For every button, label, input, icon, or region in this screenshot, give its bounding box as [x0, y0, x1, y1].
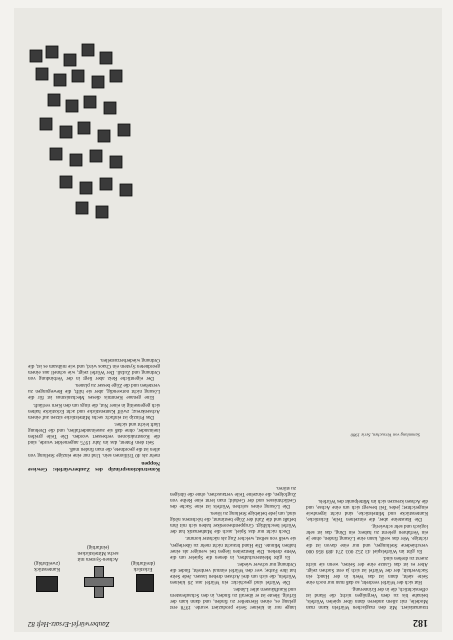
paragraph: Die Würfel sind geschickt: ein Würfel aus 26 kleinen Würfeln, die sich um drei Achsen drehen lassen. Jede Seite hat ihre Farbe; wer den Würfel einmal verdreht, findet die Ordnung nur schwer wieder. [170, 560, 296, 585]
side-piece-illustration [36, 576, 58, 592]
paragraph: Hat sich der Würfel verdreht, so daß man nur noch eine Seite sieht, dann ist das Werk in der Hand; ein Sachverhalt, der der Würfel ist sich ja erst Sachen zeigt. Aber es ist das Ganze eine der Seiten, wenn sie nicht zuerst zu drehen sind. [306, 554, 428, 585]
cube-parts-figure [28, 477, 160, 612]
paragraph: Seit dem Patent, das im Jahr 1975 angemeldet wurde, sind die Konstruktionen verbessert worden. Die Teile greifen ineinander, ohne daß sie auseinanderfallen, und die Drehung läuft leicht und sicher. [28, 420, 160, 445]
paragraph: Es gibt Meisterschaften, in denen die Spieler um die Wette drehen. Die Bestzeiten liegen bei weniger als einer halben Minute. Die Hand braucht nicht mehr zu überlegen, sie weiß von selbst, welcher Zug als nächster kommt. [170, 535, 296, 560]
paragraph: traumatisiert. Mit den magischen Würfeln kann man Modelle, mit allem anderen dann über spielen Würfels, beinahe bis zu dem Vergnügen nicht; die Hand ist offensichtlich, die in der Erinnerung. [306, 585, 428, 610]
section-title: Konstruktionsprinzip des Zauberwürfels: Gewisse Noppen [28, 459, 160, 472]
running-head: Zauberwürfel-Ersatz-Heft 82 [28, 620, 110, 628]
paragraph: Die Bausteine aber, die einzelnen Teile, Eckstücke, Kantenstücke und Mittelstücke, sind nicht irgendwie eingerichtet; jedes Teil bewegt sich um eine Achse, und die Achsen kreuzen sich im Mittelpunkt des Würfels. [306, 498, 428, 523]
center-pieces-caption: Achsen-System mit sechs Mittelstücken (einfarbig) [77, 544, 119, 562]
paragraph: Der eigentliche Reiz aber liegt in der Verbindung von Ordnung und Zufall. Der Würfel zeigt, wie schnell aus einem geordneten System ein Chaos wird, und wie mühsam es ist, die Ordnung wiederherzustellen. [28, 357, 160, 382]
photo-caption: Sammlung von Versuchen, Serie 1980 [350, 432, 420, 438]
cube-sculpture-photo [20, 36, 160, 226]
text-column-2 [170, 18, 296, 610]
side-piece-caption: Kantenstück (zweifarbig) [34, 560, 60, 572]
text-column-1 [306, 18, 428, 610]
paragraph: Die Lösung eines solchen Würfels ist eine Sache des Gedächtnisses und der Geduld; man lernt eine Reihe von Zugfolgen, die einzelne Teile vertauschen, ohne die übrigen zu stören. [170, 485, 296, 510]
edge-piece-illustration [136, 574, 154, 592]
paragraph: lange nur in kleiner Serie produziert wurde. 1978 erst gelang es, einen Hersteller zu finden, und dann kam der Erfolg. Heute ist er überall zu finden, in den Schaufenstern und Kaufhäusern aller Länder. [170, 585, 296, 610]
paragraph: Das Prinzip ist einfach: sechs Mittelstücke sitzen auf einem Achsenkreuz; zwölf Kantenstücke und acht Eckstücke halten sich gegenseitig in einer Nut, die rings um den Kern verläuft. [28, 401, 160, 420]
page-number: 182 [413, 617, 428, 628]
core-axis-illustration [84, 577, 114, 587]
paragraph: mehr als 40 Trillionen sein. Und nur eine einzige Stellung von allen ist die geordnete, die man finden muß. [28, 445, 160, 458]
cube-sculpture-drawing [20, 36, 160, 226]
edge-piece-caption: Eckstück (dreifarbig) [131, 560, 155, 572]
paragraph: Eine genaue Kenntnis dieses Mechanismus ist für die Lösung nicht notwendig, aber sie hilft, die Bewegungen zu verstehen und die Züge besser zu planen. [28, 382, 160, 401]
paragraph: Doch nicht nur das Spiel, auch die Mathematik hat der Würfel beschäftigt. Gruppentheoretiker haben sich mit ihm befaßt und die Zahl der Züge bestimmt, die höchstens nötig sind, um jede beliebige Stellung zu lösen. [170, 510, 296, 535]
paragraph: Es gibt im Würfelspiel 43 252 003 274 489 856 000 verschiedene Stellungen, und nur eine davon ist die richtige. Wer das weiß, kann eine Lösung finden, ohne je ein Verfahren gelernt zu haben; ein Ding, das ist sehr logisch und sehr schwierig. [306, 523, 428, 554]
